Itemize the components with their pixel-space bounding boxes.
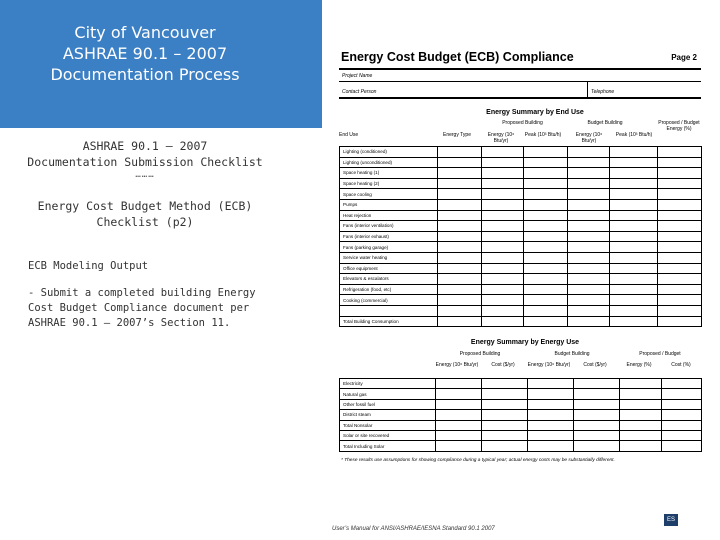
empty-cell	[524, 284, 568, 295]
empty-cell	[524, 305, 568, 316]
title-line: City of Vancouver	[74, 23, 216, 42]
method-title-line: Energy Cost Budget Method (ECB)	[37, 199, 253, 213]
empty-cell	[620, 430, 662, 440]
empty-cell	[574, 399, 620, 409]
empty-cell	[436, 430, 482, 440]
badge: ES	[664, 514, 678, 526]
empty-cell	[658, 305, 702, 316]
col-header: Energy (10⁶ Btu/yr)	[487, 132, 515, 144]
empty-cell	[438, 189, 482, 200]
empty-cell	[482, 379, 528, 389]
checklist-title-line: Documentation Submission Checklist	[27, 155, 263, 169]
form-header	[339, 50, 701, 70]
empty-cell	[482, 252, 524, 263]
col-header: Proposed / Budget	[639, 351, 681, 357]
empty-cell	[438, 242, 482, 253]
empty-cell	[658, 295, 702, 306]
table-row	[340, 189, 702, 200]
col-header: Cost ($/yr)	[583, 362, 607, 368]
empty-cell	[620, 379, 662, 389]
row-label: Space heating (2)	[340, 178, 438, 189]
ecb-compliance-form	[335, 46, 705, 526]
empty-cell	[482, 242, 524, 253]
method-title	[20, 198, 270, 230]
empty-cell	[662, 379, 702, 389]
table-row	[340, 263, 702, 274]
empty-cell	[482, 168, 524, 179]
empty-cell	[662, 420, 702, 430]
empty-cell	[438, 147, 482, 158]
empty-cell	[658, 147, 702, 158]
table-row	[340, 252, 702, 263]
checklist-title-line: ASHRAE 90.1 – 2007	[82, 139, 208, 153]
col-header: Peak (10³ Btu/h)	[615, 132, 653, 138]
empty-cell	[658, 178, 702, 189]
row-label: Total Nonsolar	[340, 420, 436, 430]
table-row	[340, 295, 702, 306]
row-label: Total Building Consumption	[340, 316, 438, 327]
row-label: Cooking (commercial)	[340, 295, 438, 306]
empty-cell	[482, 221, 524, 232]
empty-cell	[482, 430, 528, 440]
empty-cell	[662, 410, 702, 420]
empty-cell	[438, 168, 482, 179]
empty-cell	[658, 168, 702, 179]
empty-cell	[568, 316, 610, 327]
row-label: Office equipment	[340, 263, 438, 274]
empty-cell	[620, 410, 662, 420]
empty-cell	[482, 199, 524, 210]
empty-cell	[436, 410, 482, 420]
table-row	[340, 168, 702, 179]
empty-cell	[658, 263, 702, 274]
empty-cell	[610, 316, 658, 327]
empty-cell	[438, 157, 482, 168]
empty-cell	[610, 168, 658, 179]
empty-cell	[610, 263, 658, 274]
empty-cell	[574, 420, 620, 430]
empty-cell	[524, 168, 568, 179]
empty-cell	[436, 441, 482, 451]
empty-cell	[568, 168, 610, 179]
empty-cell	[568, 305, 610, 316]
empty-cell	[438, 210, 482, 221]
end-use-table	[339, 146, 702, 327]
title-line: Documentation Process	[50, 65, 240, 84]
empty-cell	[524, 189, 568, 200]
empty-cell	[528, 410, 574, 420]
empty-cell	[620, 399, 662, 409]
empty-cell	[658, 242, 702, 253]
col-header: End Use	[339, 132, 359, 138]
empty-cell	[568, 189, 610, 200]
empty-cell	[568, 199, 610, 210]
row-label	[340, 305, 438, 316]
empty-cell	[482, 263, 524, 274]
empty-cell	[610, 274, 658, 285]
empty-cell	[528, 399, 574, 409]
table-row	[340, 157, 702, 168]
col-header: Proposed Building	[502, 120, 543, 126]
empty-cell	[610, 210, 658, 221]
empty-cell	[438, 263, 482, 274]
empty-cell	[658, 221, 702, 232]
empty-cell	[658, 189, 702, 200]
empty-cell	[482, 274, 524, 285]
empty-cell	[568, 210, 610, 221]
empty-cell	[524, 157, 568, 168]
col-header: Cost ($/yr)	[491, 362, 515, 368]
empty-cell	[568, 252, 610, 263]
empty-cell	[524, 263, 568, 274]
table-row	[340, 399, 702, 409]
empty-cell	[436, 389, 482, 399]
empty-cell	[482, 316, 524, 327]
row-label: Space heating (1)	[340, 168, 438, 179]
project-name-label: Project Name	[342, 73, 373, 79]
empty-cell	[528, 389, 574, 399]
empty-cell	[610, 305, 658, 316]
row-label: Lighting (unconditioned)	[340, 157, 438, 168]
empty-cell	[568, 221, 610, 232]
table-row	[340, 410, 702, 420]
empty-cell	[524, 295, 568, 306]
empty-cell	[574, 389, 620, 399]
col-header: Energy (%)	[626, 362, 652, 368]
empty-cell	[528, 430, 574, 440]
empty-cell	[568, 157, 610, 168]
row-label: Electricity	[340, 379, 436, 389]
empty-cell	[620, 389, 662, 399]
empty-cell	[610, 157, 658, 168]
table-row	[340, 379, 702, 389]
row-label: Space cooling	[340, 189, 438, 200]
empty-cell	[482, 157, 524, 168]
empty-cell	[438, 274, 482, 285]
contact-label: Contact Person	[342, 89, 377, 95]
page-label: Page 2	[671, 53, 697, 62]
empty-cell	[658, 231, 702, 242]
summary-energy-use-title: Energy Summary by Energy Use	[470, 339, 580, 346]
checklist-title	[20, 138, 270, 180]
empty-cell	[574, 441, 620, 451]
col-header: Budget Building	[587, 120, 623, 126]
empty-cell	[482, 305, 524, 316]
table-row	[340, 210, 702, 221]
slide-title	[0, 22, 290, 85]
empty-cell	[658, 199, 702, 210]
divider	[339, 81, 701, 82]
empty-cell	[610, 295, 658, 306]
empty-cell	[524, 242, 568, 253]
table-row	[340, 147, 702, 158]
empty-cell	[574, 430, 620, 440]
empty-cell	[482, 295, 524, 306]
empty-cell	[610, 221, 658, 232]
empty-cell	[524, 178, 568, 189]
empty-cell	[568, 178, 610, 189]
form-title: Energy Cost Budget (ECB) Compliance	[341, 50, 574, 64]
empty-cell	[568, 242, 610, 253]
empty-cell	[438, 221, 482, 232]
empty-cell	[482, 420, 528, 430]
row-label: District steam	[340, 410, 436, 420]
method-title-line: Checklist (p2)	[96, 215, 194, 229]
empty-cell	[482, 399, 528, 409]
col-header: Proposed Building	[459, 351, 501, 357]
empty-cell	[658, 210, 702, 221]
empty-cell	[662, 399, 702, 409]
row-label: Service water heating	[340, 252, 438, 263]
empty-cell	[438, 178, 482, 189]
empty-cell	[568, 295, 610, 306]
energy-use-table	[339, 378, 702, 452]
title-band	[0, 0, 322, 128]
table-row	[340, 284, 702, 295]
row-label: Lighting (conditioned)	[340, 147, 438, 158]
row-label: Other fossil fuel	[340, 399, 436, 409]
empty-cell	[610, 252, 658, 263]
row-label: Pumps	[340, 199, 438, 210]
empty-cell	[662, 430, 702, 440]
empty-cell	[482, 147, 524, 158]
col-header: Peak (10³ Btu/h)	[524, 132, 562, 138]
empty-cell	[620, 441, 662, 451]
col-header: Proposed / Budget Energy (%)	[658, 120, 700, 132]
empty-cell	[610, 199, 658, 210]
empty-cell	[568, 231, 610, 242]
empty-cell	[482, 410, 528, 420]
empty-cell	[438, 284, 482, 295]
empty-cell	[438, 199, 482, 210]
empty-cell	[524, 316, 568, 327]
empty-cell	[436, 399, 482, 409]
row-label: Refrigeration (food, etc)	[340, 284, 438, 295]
empty-cell	[528, 441, 574, 451]
row-label: Natural gas	[340, 389, 436, 399]
col-header: Cost (%)	[671, 362, 691, 368]
empty-cell	[524, 147, 568, 158]
row-label: Elevators & escalators	[340, 274, 438, 285]
table-row	[340, 199, 702, 210]
row-label: Fans (interior ventilation)	[340, 221, 438, 232]
col-header: Energy (10⁶ Btu/yr)	[435, 362, 479, 368]
empty-cell	[568, 147, 610, 158]
empty-cell	[528, 379, 574, 389]
table-row	[340, 430, 702, 440]
title-line: ASHRAE 90.1 – 2007	[62, 44, 228, 63]
empty-cell	[568, 263, 610, 274]
empty-cell	[658, 284, 702, 295]
table-row	[340, 420, 702, 430]
col-header: Energy Type	[443, 132, 471, 138]
empty-cell	[658, 274, 702, 285]
empty-cell	[438, 252, 482, 263]
manual-footer: User’s Manual for ANSI/ASHRAE/IESNA Standard 90.1 2007	[332, 526, 495, 532]
empty-cell	[610, 242, 658, 253]
empty-cell	[658, 252, 702, 263]
empty-cell	[610, 284, 658, 295]
empty-cell	[524, 231, 568, 242]
empty-cell	[482, 284, 524, 295]
empty-cell	[574, 379, 620, 389]
empty-cell	[524, 221, 568, 232]
empty-cell	[620, 420, 662, 430]
row-label: Heat rejection	[340, 210, 438, 221]
empty-cell	[524, 274, 568, 285]
table-row	[340, 389, 702, 399]
empty-cell	[662, 389, 702, 399]
empty-cell	[658, 157, 702, 168]
empty-cell	[610, 189, 658, 200]
empty-cell	[482, 441, 528, 451]
row-label: Fans (parking garage)	[340, 242, 438, 253]
divider	[587, 82, 588, 97]
row-label: Total Including Solar	[340, 441, 436, 451]
empty-cell	[438, 316, 482, 327]
empty-cell	[438, 295, 482, 306]
empty-cell	[658, 316, 702, 327]
empty-cell	[482, 210, 524, 221]
table-row	[340, 178, 702, 189]
table-row	[340, 274, 702, 285]
telephone-label: Telephone	[591, 89, 615, 95]
table-row	[340, 221, 702, 232]
table-row	[340, 441, 702, 451]
empty-cell	[438, 231, 482, 242]
row-label: Solar or site recovered	[340, 430, 436, 440]
empty-cell	[568, 284, 610, 295]
empty-cell	[662, 441, 702, 451]
empty-cell	[568, 274, 610, 285]
empty-cell	[610, 231, 658, 242]
col-header: Energy (10⁶ Btu/yr)	[575, 132, 603, 144]
table-row	[340, 316, 702, 327]
empty-cell	[482, 231, 524, 242]
footnote: * These results use assumptions for showing compliance during a typical year; actual energy costs may be substantially different.	[341, 458, 615, 463]
table-row	[340, 305, 702, 316]
empty-cell	[610, 147, 658, 158]
empty-cell	[524, 210, 568, 221]
empty-cell	[482, 189, 524, 200]
table-row	[340, 242, 702, 253]
empty-cell	[436, 420, 482, 430]
empty-cell	[482, 389, 528, 399]
empty-cell	[482, 178, 524, 189]
divider	[339, 97, 701, 99]
ecb-body: - Submit a completed building Energy Cost Budget Compliance document per ASHRAE 90.1 – 2007’s Section 11.	[28, 287, 256, 329]
empty-cell	[574, 410, 620, 420]
table-row	[340, 231, 702, 242]
empty-cell	[528, 420, 574, 430]
ecb-heading: ECB Modeling Output	[28, 260, 149, 272]
col-header: Budget Building	[554, 351, 590, 357]
row-label: Fans (interior exhaust)	[340, 231, 438, 242]
empty-cell	[438, 305, 482, 316]
summary-end-use-title: Energy Summary by End Use	[486, 109, 584, 116]
empty-cell	[524, 199, 568, 210]
empty-cell	[524, 252, 568, 263]
empty-cell	[436, 379, 482, 389]
col-header: Energy (10⁶ Btu/yr)	[527, 362, 571, 368]
dots-separator: ………	[135, 170, 155, 180]
empty-cell	[610, 178, 658, 189]
